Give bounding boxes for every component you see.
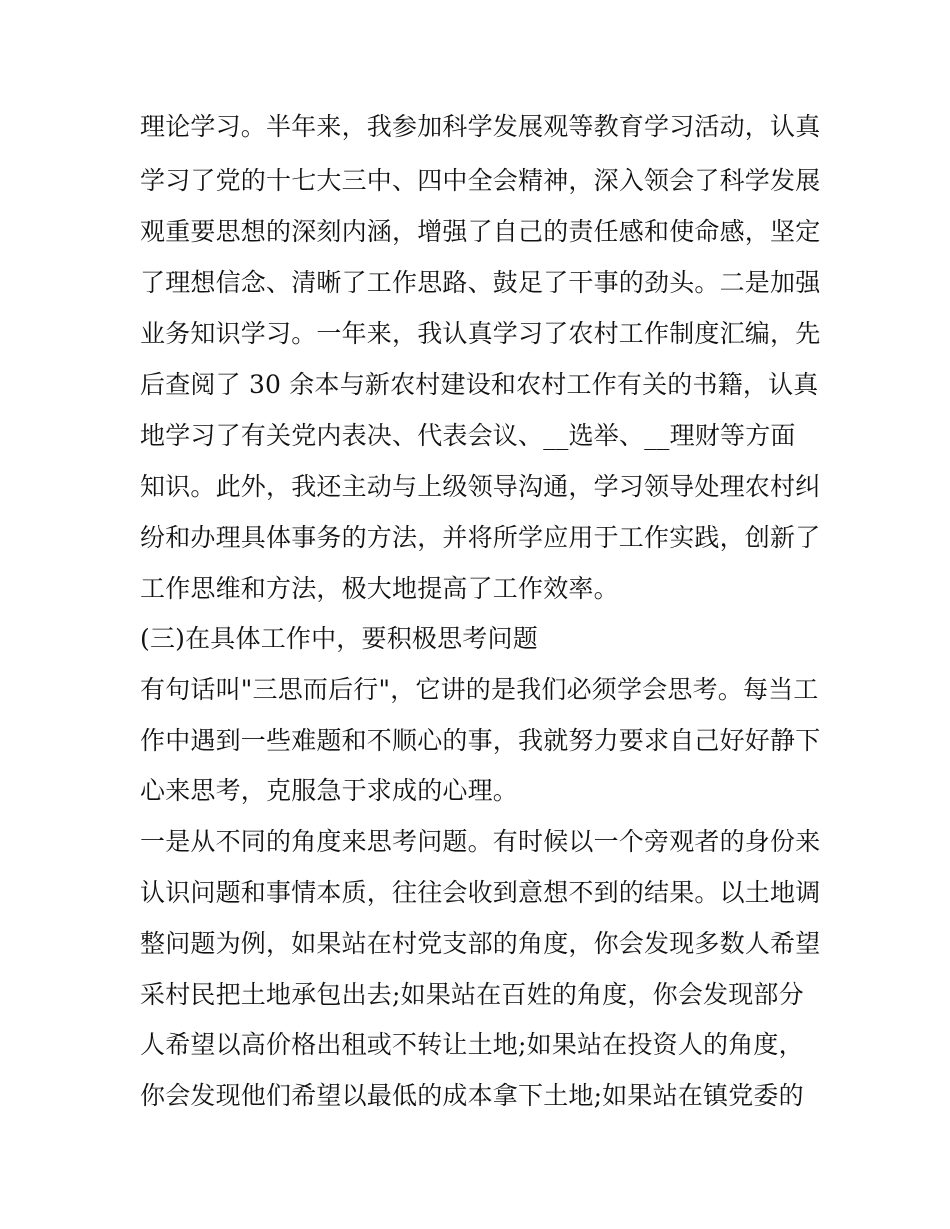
text-line: 你会发现他们希望以最低的成本拿下土地;如果站在镇党委的 (140, 1081, 804, 1110)
section-heading: (三)在具体工作中，要积极思考问题 (140, 624, 538, 653)
text-line: 业务知识学习。一年来，我认真学习了农村工作制度汇编，先 (140, 319, 821, 348)
text-line: 纷和办理具体事务的方法，并将所学应用于工作实践，创新了 (140, 523, 821, 552)
text-line: 地学习了有关党内表决、代表会议、__选举、__理财等方面 (140, 421, 796, 450)
text-line: 学习了党的十七大三中、四中全会精神，深入领会了科学发展 (140, 166, 821, 195)
text-line: 工作思维和方法，极大地提高了工作效率。 (140, 574, 619, 603)
text-line: 整问题为例，如果站在村党支部的角度，你会发现多数人希望 (140, 929, 821, 958)
text-line: 观重要思想的深刻内涵，增强了自己的责任感和使命感，坚定 (140, 217, 821, 246)
text-line: 有句话叫"三思而后行"，它讲的是我们必须学会思考。每当工 (140, 675, 819, 704)
text-line: 认识问题和事情本质，往往会收到意想不到的结果。以土地调 (140, 878, 821, 907)
text-line: 心来思考，克服急于求成的心理。 (140, 776, 519, 805)
text-line: 了理想信念、清晰了工作思路、鼓足了干事的劲头。二是加强 (140, 268, 821, 297)
text-line: 作中遇到一些难题和不顺心的事，我就努力要求自己好好静下 (140, 726, 821, 755)
text-line: 采村民把土地承包出去;如果站在百姓的角度，你会发现部分 (140, 980, 804, 1009)
text-line: 知识。此外，我还主动与上级领导沟通，学习领导处理农村纠 (140, 472, 821, 501)
text-line: 后查阅了 30 余本与新农村建设和农村工作有关的书籍，认真 (140, 370, 819, 399)
text-line: 一是从不同的角度来思考问题。有时候以一个旁观者的身份来 (140, 827, 821, 856)
text-line: 人希望以高价格出租或不转让土地;如果站在投资人的角度， (140, 1030, 804, 1059)
text-line: 理论学习。半年来，我参加科学发展观等教育学习活动，认真 (140, 112, 821, 141)
